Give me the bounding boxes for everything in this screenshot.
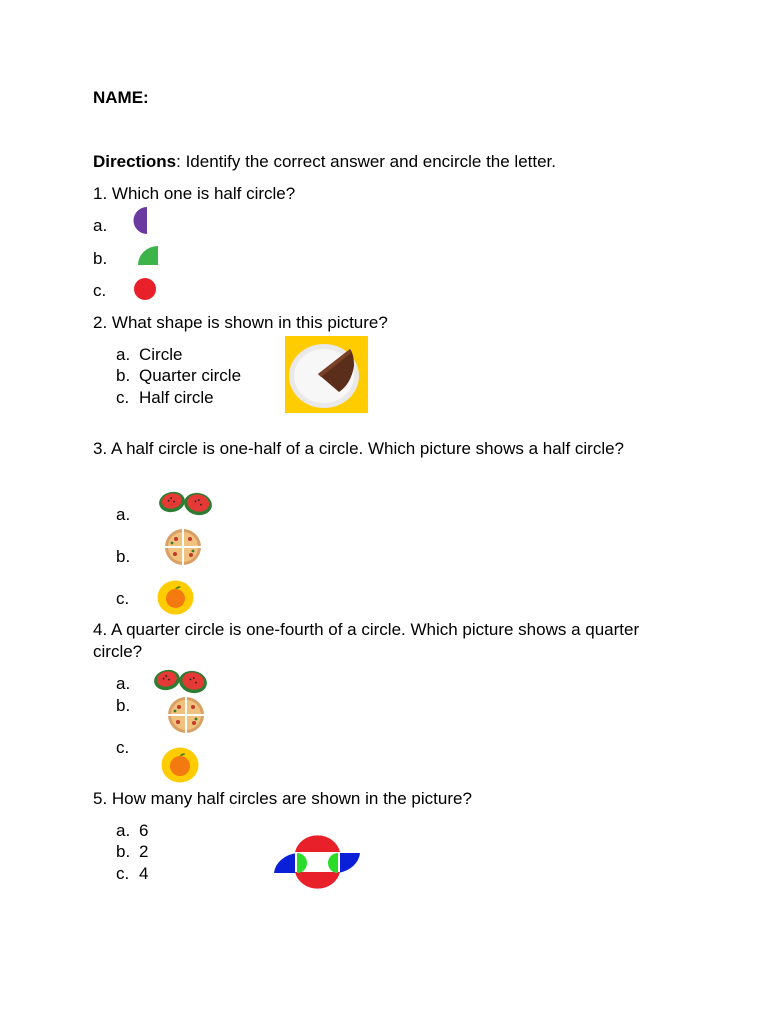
q4-option-c-letter[interactable]: c. bbox=[116, 738, 130, 757]
question-4-prompt-line-1: 4. A quarter circle is one-fourth of a circle. Which picture shows a quarter bbox=[93, 620, 640, 639]
q4-option-a-letter[interactable]: a. bbox=[116, 674, 131, 693]
q4-option-b-letter[interactable]: b. bbox=[116, 696, 131, 715]
q2-option-b-letter[interactable]: b. bbox=[116, 366, 131, 385]
question-4-prompt-line-2: circle? bbox=[93, 642, 143, 661]
q5-option-b-text: 2 bbox=[139, 842, 149, 861]
q1-option-c-letter[interactable]: c. bbox=[93, 281, 107, 300]
directions-text: : Identify the correct answer and encircle the letter. bbox=[176, 152, 557, 171]
orange-circle-icon bbox=[157, 580, 194, 615]
watermelon-halves-icon bbox=[158, 486, 214, 520]
question-2-prompt: 2. What shape is shown in this picture? bbox=[93, 313, 388, 332]
q1-option-a-letter[interactable]: a. bbox=[93, 216, 108, 235]
orange-circle-icon bbox=[161, 747, 199, 783]
q3-option-a-letter[interactable]: a. bbox=[116, 505, 131, 524]
watermelon-halves-icon bbox=[153, 664, 209, 698]
name-label: NAME: bbox=[93, 88, 149, 107]
q5-option-c-letter[interactable]: c. bbox=[116, 864, 130, 883]
q3-option-b-letter[interactable]: b. bbox=[116, 547, 131, 566]
q2-option-c-letter[interactable]: c. bbox=[116, 388, 130, 407]
question-5-prompt: 5. How many half circles are shown in the picture? bbox=[93, 789, 472, 808]
q2-option-a-text: Circle bbox=[139, 345, 183, 364]
directions-label: Directions bbox=[93, 152, 177, 171]
q5-option-a-text: 6 bbox=[139, 821, 149, 840]
q5-option-b-letter[interactable]: b. bbox=[116, 842, 131, 861]
directions bbox=[93, 152, 556, 172]
green-quarter-circle-icon bbox=[136, 245, 160, 267]
question-3-prompt: 3. A half circle is one-half of a circle. Which picture shows a half circle? bbox=[93, 439, 625, 458]
q2-option-c-text: Half circle bbox=[139, 388, 214, 407]
pizza-quarters-icon bbox=[166, 695, 206, 735]
half-circles-figure-icon bbox=[272, 830, 364, 894]
q2-option-b-text: Quarter circle bbox=[139, 366, 242, 385]
purple-half-circle-icon bbox=[130, 206, 150, 236]
red-circle-icon bbox=[133, 277, 157, 301]
question-1-prompt: 1. Which one is half circle? bbox=[93, 184, 296, 203]
q5-option-a-letter[interactable]: a. bbox=[116, 821, 131, 840]
cake-slice-on-plate-icon bbox=[285, 336, 368, 413]
q2-option-a-letter[interactable]: a. bbox=[116, 345, 131, 364]
q3-option-c-letter[interactable]: c. bbox=[116, 589, 130, 608]
q1-option-b-letter[interactable]: b. bbox=[93, 249, 108, 268]
q5-option-c-text: 4 bbox=[139, 864, 149, 883]
pizza-quarters-icon bbox=[163, 527, 203, 567]
